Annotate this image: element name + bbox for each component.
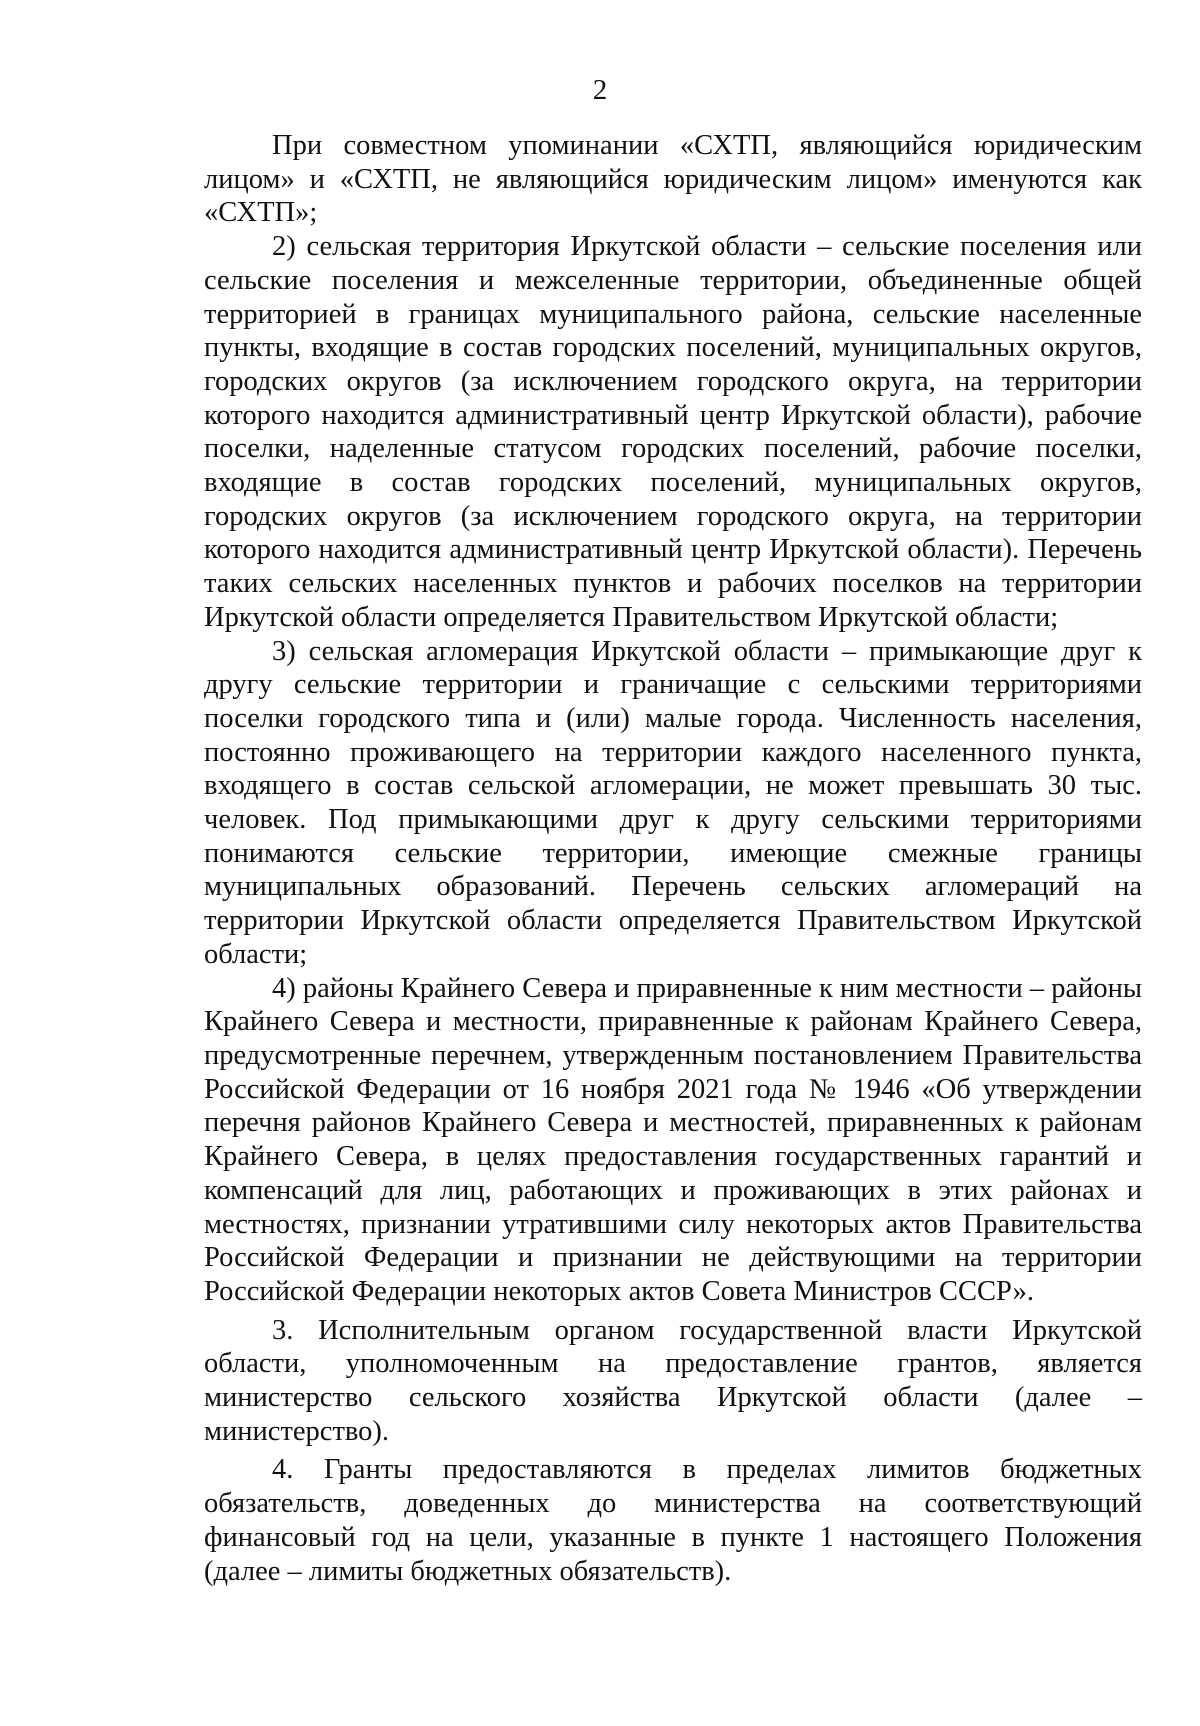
paragraph-rural-territory: 2) сельская территория Иркутской области – сельские поселения или сельские поселения и межселенные территории, объединенные общей территорией в границах муниципального района, сельские населенные пункты, входящие в состав городских поселений, муниципальных округов, городских округов (за исключением городского округа, на территории которого находится административный центр Иркутской области), рабочие поселки, наделенные статусом городских поселений, рабочие поселки, входящие в состав городских поселений, муниципальных округов, городских округов (за исключением городского округа, на территории которого находится административный центр Иркутской области). Перечень таких сельских населенных пунктов и рабочих поселков на территории Иркутской области определяется Правительством Иркутской области; xyxy=(204,231,1142,633)
paragraph-skhtp-definition: При совместном упоминании «СХТП, являющийся юридическим лицом» и «СХТП, не являющийся юридическим лицом» именуются как «СХТП»; xyxy=(204,130,1142,229)
document-body xyxy=(204,129,1142,1588)
paragraph-rural-agglomeration: 3) сельская агломерация Иркутской области – примыкающие друг к другу сельские территории и граничащие с сельскими территориями поселки городского типа и (или) малые города. Численность населения, постоянно проживающего на территории каждого населенного пункта, входящего в состав сельской агломерации, не может превышать 30 тыс. человек. Под примыкающими друг к другу сельскими территориями понимаются сельские территории, имеющие смежные границы муниципальных образований. Перечень сельских агломераций на территории Иркутской области определяется Правительством Иркутской области; xyxy=(204,635,1142,970)
paragraph-budget-limits: 4. Гранты предоставляются в пределах лимитов бюджетных обязательств, доведенных до министерства на соответствующий финансовый год на цели, указанные в пункте 1 настоящего Положения (далее – лимиты бюджетных обязательств). xyxy=(204,1454,1142,1587)
paragraph-far-north-regions: 4) районы Крайнего Севера и приравненные к ним местности – районы Крайнего Севера и местности, приравненные к районам Крайнего Севера, предусмотренные перечнем, утвержденным постановлением Правительства Российской Федерации от 16 ноября 2021 года № 1946 «Об утверждении перечня районов Крайнего Севера и местностей, приравненных к районам Крайнего Севера, в целях предоставления государственных гарантий и компенсаций для лиц, работающих и проживающих в этих районах и местностях, признании утратившими силу некоторых актов Правительства Российской Федерации и признании не действующими на территории Российской Федерации некоторых актов Совета Министров СССР». xyxy=(204,972,1143,1307)
paragraph-executive-authority: 3. Исполнительным органом государственной власти Иркутской области, уполномоченным на предоставление грантов, является министерство сельского хозяйства Иркутской области (далее – министерство). xyxy=(204,1314,1142,1447)
page-number: 2 xyxy=(592,74,608,106)
